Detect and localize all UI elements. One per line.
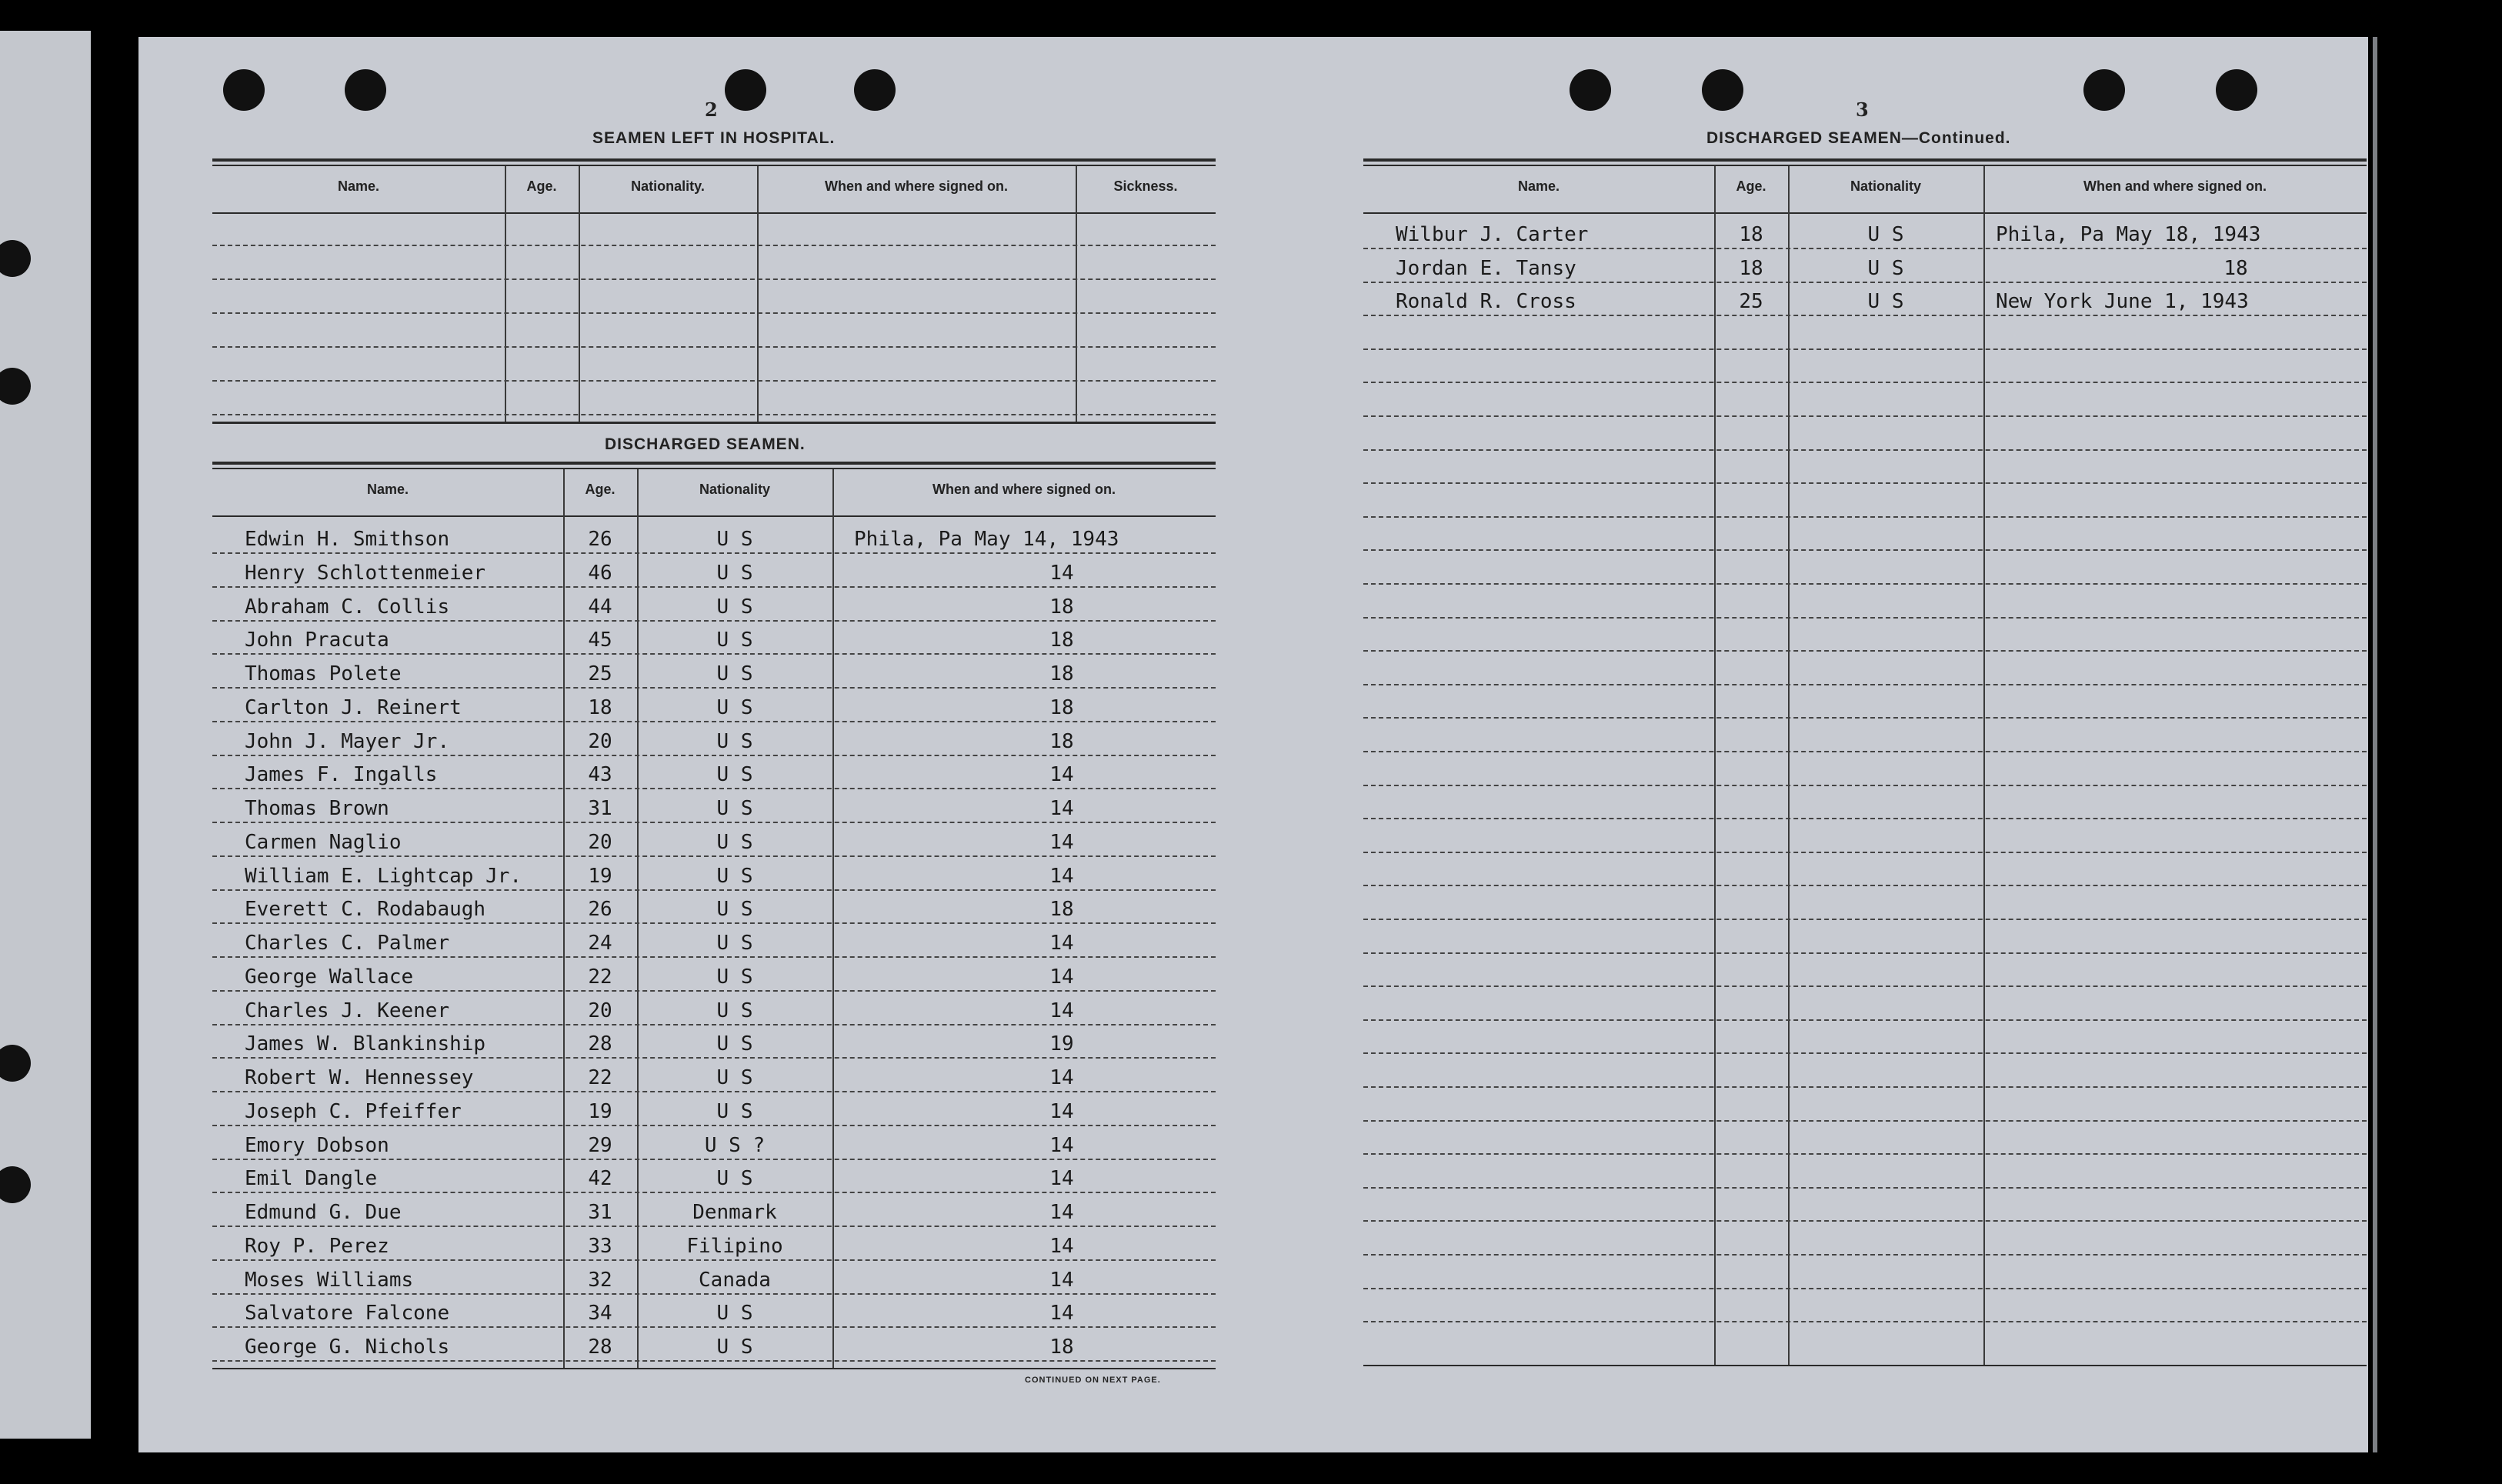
signed-on: 18 <box>1049 662 1074 685</box>
seaman-name: Moses Williams <box>245 1269 414 1292</box>
entry-line <box>212 278 1216 280</box>
entry-line <box>212 755 1216 756</box>
signed-on: Phila, Pa May 18, 1943 <box>1996 223 2261 246</box>
signed-on: 18 <box>1049 629 1074 652</box>
entry-line <box>212 552 1216 554</box>
entry-line <box>212 1226 1216 1227</box>
seaman-nationality: U S <box>1867 223 1904 246</box>
discharged-header-nationality: Nationality <box>699 482 770 497</box>
seaman-name: John J. Mayer Jr. <box>245 730 450 753</box>
entry-line <box>212 1326 1216 1328</box>
entry-line <box>212 889 1216 891</box>
seaman-nationality: U S <box>716 1100 753 1123</box>
table-top-rule <box>1363 165 2367 166</box>
seaman-age: 32 <box>588 1269 612 1292</box>
seaman-name: Roy P. Perez <box>245 1235 389 1258</box>
header-underline <box>212 515 1216 517</box>
seaman-nationality: U S <box>716 797 753 820</box>
seaman-age: 29 <box>588 1134 612 1157</box>
entry-line <box>1363 248 2367 249</box>
entry-line <box>1363 282 2367 283</box>
seaman-nationality: U S <box>716 730 753 753</box>
seaman-age: 31 <box>588 797 612 820</box>
section-rule <box>212 422 1216 424</box>
seaman-nationality: U S <box>1867 257 1904 280</box>
entry-line <box>1363 382 2367 383</box>
seaman-name: Charles C. Palmer <box>245 932 450 955</box>
seaman-age: 31 <box>588 1201 612 1224</box>
continued-header-age: Age. <box>1736 178 1766 194</box>
entry-line <box>1363 985 2367 987</box>
seaman-age: 20 <box>588 831 612 854</box>
table-top-rule <box>1363 158 2367 162</box>
discharged-header-name: Name. <box>366 482 409 497</box>
punch-hole <box>1570 69 1611 111</box>
entry-line <box>1363 1321 2367 1322</box>
entry-line <box>1363 482 2367 484</box>
entry-line <box>212 414 1216 415</box>
punch-hole <box>345 69 386 111</box>
seaman-age: 22 <box>588 965 612 989</box>
table-bottom-rule <box>212 1368 1216 1369</box>
seaman-age: 25 <box>1739 290 1763 313</box>
seaman-name: James W. Blankinship <box>245 1032 486 1055</box>
seaman-name: Thomas Polete <box>245 662 402 685</box>
entry-line <box>1363 785 2367 786</box>
discharged-header-signed: When and where signed on. <box>932 482 1116 497</box>
seaman-nationality: U S <box>716 562 753 585</box>
seaman-name: Edwin H. Smithson <box>245 528 450 551</box>
seaman-nationality: U S <box>716 763 753 786</box>
entry-line <box>212 990 1216 992</box>
seaman-nationality: U S ? <box>704 1134 766 1157</box>
signed-on: 18 <box>1049 696 1074 719</box>
seaman-nationality: U S <box>716 595 753 619</box>
entry-line <box>1363 348 2367 350</box>
entry-line <box>212 1125 1216 1126</box>
hospital-header-sickness: Sickness. <box>1113 178 1178 194</box>
entry-line <box>212 1293 1216 1295</box>
punch-hole <box>1702 69 1743 111</box>
column-divider <box>757 166 759 422</box>
entry-line <box>212 1259 1216 1261</box>
entry-line <box>212 788 1216 789</box>
seaman-name: Henry Schlottenmeier <box>245 562 486 585</box>
seaman-nationality: Canada <box>699 1269 771 1292</box>
table-bottom-rule <box>1363 1365 2367 1366</box>
discharged-section-title: DISCHARGED SEAMEN. <box>605 435 806 453</box>
seaman-age: 22 <box>588 1066 612 1089</box>
seaman-nationality: U S <box>716 662 753 685</box>
seaman-age: 44 <box>588 595 612 619</box>
entry-line <box>1363 617 2367 619</box>
seaman-name: Edmund G. Due <box>245 1201 402 1224</box>
continued-header-signed: When and where signed on. <box>2083 178 2267 194</box>
signed-on: 14 <box>1049 562 1074 585</box>
entry-line <box>212 312 1216 314</box>
punch-hole <box>2083 69 2125 111</box>
signed-on: 14 <box>1049 1269 1074 1292</box>
signed-on: 18 <box>1049 730 1074 753</box>
seaman-age: 28 <box>588 1032 612 1055</box>
entry-line <box>212 1360 1216 1362</box>
seaman-age: 45 <box>588 629 612 652</box>
seaman-nationality: U S <box>716 1336 753 1359</box>
column-divider <box>505 166 506 422</box>
seaman-name: George G. Nichols <box>245 1336 450 1359</box>
punch-hole <box>725 69 766 111</box>
entry-line <box>212 1091 1216 1092</box>
signed-on: 14 <box>1049 932 1074 955</box>
entry-line <box>1363 1120 2367 1122</box>
entry-line <box>212 1159 1216 1160</box>
entry-line <box>1363 1052 2367 1054</box>
page-edge <box>2373 37 2377 1452</box>
seaman-age: 42 <box>588 1167 612 1190</box>
seaman-nationality: U S <box>716 932 753 955</box>
seaman-age: 20 <box>588 730 612 753</box>
seaman-age: 24 <box>588 932 612 955</box>
seaman-age: 18 <box>588 696 612 719</box>
seaman-age: 18 <box>1739 223 1763 246</box>
entry-line <box>1363 516 2367 518</box>
seaman-name: Robert W. Hennessey <box>245 1066 474 1089</box>
seaman-name: Carlton J. Reinert <box>245 696 462 719</box>
seaman-nationality: U S <box>716 999 753 1022</box>
entry-line <box>212 586 1216 588</box>
table-top-rule <box>212 462 1216 465</box>
continued-header-nationality: Nationality <box>1850 178 1921 194</box>
signed-on: 14 <box>1049 965 1074 989</box>
seaman-name: Joseph C. Pfeiffer <box>245 1100 462 1123</box>
entry-line <box>1363 1187 2367 1189</box>
entry-line <box>1363 549 2367 551</box>
entry-line <box>212 620 1216 622</box>
seaman-nationality: U S <box>1867 290 1904 313</box>
seaman-nationality: U S <box>716 898 753 921</box>
table-top-rule <box>212 468 1216 469</box>
document-sheet <box>138 37 2368 1452</box>
page-number: 2 <box>705 98 718 121</box>
seaman-age: 20 <box>588 999 612 1022</box>
seaman-nationality: U S <box>716 629 753 652</box>
column-divider <box>1714 166 1716 1365</box>
seaman-name: Salvatore Falcone <box>245 1302 450 1325</box>
seaman-age: 18 <box>1739 257 1763 280</box>
seaman-age: 46 <box>588 562 612 585</box>
signed-on: Phila, Pa May 14, 1943 <box>854 528 1119 551</box>
hospital-header-name: Name. <box>337 178 380 194</box>
punch-hole <box>854 69 896 111</box>
signed-on: 14 <box>1049 763 1074 786</box>
entry-line <box>212 687 1216 689</box>
punch-hole <box>223 69 265 111</box>
seaman-nationality: U S <box>716 1302 753 1325</box>
seaman-name: Charles J. Keener <box>245 999 450 1022</box>
seaman-nationality: U S <box>716 1066 753 1089</box>
header-underline <box>1363 212 2367 214</box>
entry-line <box>212 1192 1216 1193</box>
discharged-header-age: Age. <box>585 482 615 497</box>
seaman-name: Everett C. Rodabaugh <box>245 898 486 921</box>
entry-line <box>1363 1086 2367 1088</box>
seaman-age: 33 <box>588 1235 612 1258</box>
punch-hole <box>2216 69 2257 111</box>
signed-on: 14 <box>1049 1201 1074 1224</box>
seaman-nationality: Denmark <box>692 1201 777 1224</box>
entry-line <box>1363 1153 2367 1155</box>
entry-line <box>212 346 1216 348</box>
seaman-nationality: U S <box>716 965 753 989</box>
table-top-rule <box>212 165 1216 166</box>
signed-on: 14 <box>1049 1302 1074 1325</box>
signed-on: 18 <box>1049 1336 1074 1359</box>
seaman-nationality: U S <box>716 865 753 888</box>
seaman-name: Emil Dangle <box>245 1167 378 1190</box>
entry-line <box>1363 1220 2367 1222</box>
continued-header-name: Name. <box>1517 178 1560 194</box>
seaman-nationality: U S <box>716 528 753 551</box>
column-divider <box>832 469 834 1368</box>
entry-line <box>1363 449 2367 451</box>
column-divider <box>1788 166 1790 1365</box>
seaman-age: 43 <box>588 763 612 786</box>
signed-on: 18 <box>2223 257 2248 280</box>
entry-line <box>212 855 1216 857</box>
signed-on: 14 <box>1049 797 1074 820</box>
entry-line <box>1363 818 2367 819</box>
column-divider <box>1983 166 1985 1365</box>
hospital-header-age: Age. <box>526 178 557 194</box>
signed-on: 18 <box>1049 595 1074 619</box>
signed-on: 14 <box>1049 1100 1074 1123</box>
entry-line <box>1363 1019 2367 1021</box>
seaman-age: 26 <box>588 528 612 551</box>
entry-line <box>1363 583 2367 585</box>
column-divider <box>1076 166 1077 422</box>
seaman-name: Thomas Brown <box>245 797 389 820</box>
seaman-nationality: U S <box>716 1032 753 1055</box>
seaman-age: 26 <box>588 898 612 921</box>
seaman-age: 19 <box>588 865 612 888</box>
entry-line <box>212 245 1216 246</box>
seaman-age: 34 <box>588 1302 612 1325</box>
seaman-nationality: U S <box>716 696 753 719</box>
table-top-rule <box>212 158 1216 162</box>
entry-line <box>212 653 1216 655</box>
entry-line <box>212 822 1216 823</box>
signed-on: 14 <box>1049 831 1074 854</box>
entry-line <box>1363 315 2367 316</box>
seaman-name: William E. Lightcap Jr. <box>245 865 522 888</box>
continued-note: CONTINUED ON NEXT PAGE. <box>1025 1376 1161 1385</box>
entry-line <box>1363 751 2367 752</box>
header-underline <box>212 212 1216 214</box>
signed-on: 19 <box>1049 1032 1074 1055</box>
seaman-name: John Pracuta <box>245 629 389 652</box>
signed-on: 14 <box>1049 1066 1074 1089</box>
seaman-age: 28 <box>588 1336 612 1359</box>
seaman-nationality: Filipino <box>686 1235 783 1258</box>
signed-on: 14 <box>1049 1235 1074 1258</box>
entry-line <box>1363 952 2367 954</box>
hospital-section-title: SEAMEN LEFT IN HOSPITAL. <box>592 129 836 147</box>
signed-on: 18 <box>1049 898 1074 921</box>
entry-line <box>1363 717 2367 719</box>
seaman-name: George Wallace <box>245 965 414 989</box>
entry-line <box>1363 1288 2367 1289</box>
seaman-name: Ronald R. Cross <box>1396 290 1576 313</box>
entry-line <box>1363 852 2367 853</box>
hospital-header-signed: When and where signed on. <box>824 178 1009 194</box>
entry-line <box>1363 415 2367 417</box>
entry-line <box>212 721 1216 722</box>
entry-line <box>1363 885 2367 886</box>
seaman-name: Jordan E. Tansy <box>1396 257 1576 280</box>
entry-line <box>212 1024 1216 1025</box>
seaman-name: Wilbur J. Carter <box>1396 223 1589 246</box>
entry-line <box>212 1057 1216 1059</box>
entry-line <box>212 380 1216 382</box>
entry-line <box>212 956 1216 958</box>
seaman-nationality: U S <box>716 831 753 854</box>
discharged-continued-title: DISCHARGED SEAMEN—Continued. <box>1706 129 2011 147</box>
page-number: 3 <box>1856 98 1869 121</box>
entry-line <box>1363 1254 2367 1256</box>
seaman-name: James F. Ingalls <box>245 763 438 786</box>
seaman-name: Abraham C. Collis <box>245 595 450 619</box>
entry-line <box>1363 684 2367 685</box>
signed-on: 14 <box>1049 999 1074 1022</box>
seaman-nationality: U S <box>716 1167 753 1190</box>
signed-on: 14 <box>1049 1134 1074 1157</box>
entry-line <box>212 922 1216 924</box>
signed-on: New York June 1, 1943 <box>1996 290 2249 313</box>
hospital-header-nationality: Nationality. <box>631 178 705 194</box>
seaman-name: Emory Dobson <box>245 1134 389 1157</box>
seaman-age: 19 <box>588 1100 612 1123</box>
signed-on: 14 <box>1049 1167 1074 1190</box>
signed-on: 14 <box>1049 865 1074 888</box>
seaman-age: 25 <box>588 662 612 685</box>
entry-line <box>1363 919 2367 920</box>
column-divider <box>579 166 580 422</box>
entry-line <box>1363 650 2367 652</box>
seaman-name: Carmen Naglio <box>245 831 402 854</box>
